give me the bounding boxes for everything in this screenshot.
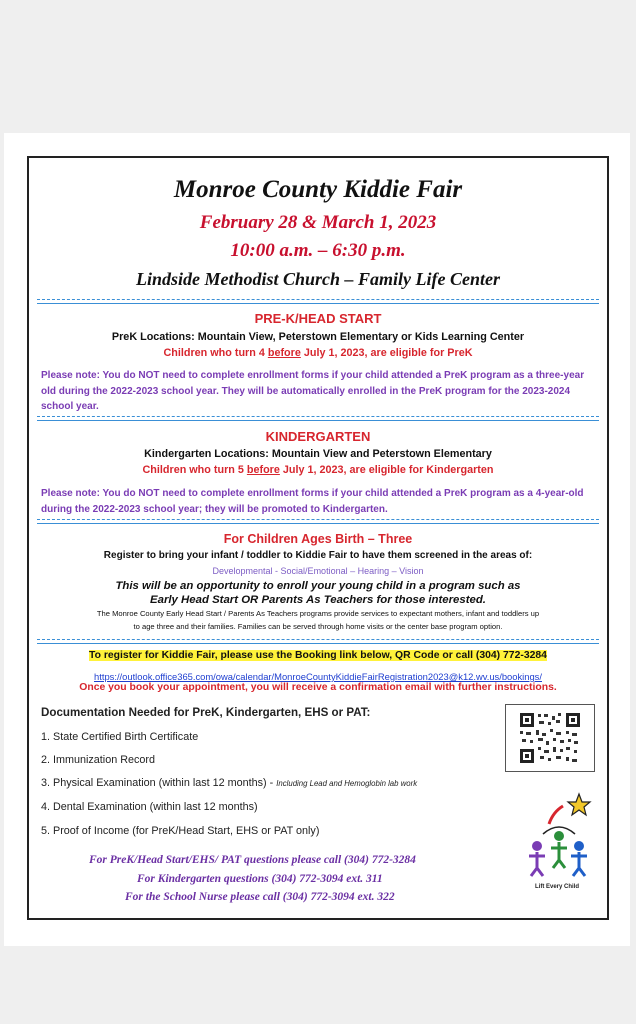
lift-every-child-logo: [513, 784, 593, 898]
contact-line: For PreK/Head Start/EHS/ PAT questions please call (304) 772-3284: [89, 854, 416, 866]
kindergarten-locations: Kindergarten Locations: Mountain View and Peterstown Elementary: [144, 448, 492, 460]
flyer-frame: [27, 156, 609, 920]
doc-item: 4. Dental Examination (within last 12 months): [41, 801, 258, 813]
divider: [37, 639, 599, 644]
birth-register-text: Register to bring your infant / toddler to Kiddie Fair to have them screened in the areas of:: [103, 550, 533, 561]
opportunity-line-2: Early Head Start OR Parents As Teachers for those interested.: [150, 594, 486, 606]
confirmation-note: Once you book your appointment, you will receive a confirmation email with further instructions.: [79, 682, 557, 693]
ehs-description-1: The Monroe County Early Head Start / Parents As Teachers programs provide services to expectant mothers, infant and toddlers up: [96, 609, 540, 618]
divider: [37, 519, 599, 524]
flyer-title: Monroe County Kiddie Fair: [173, 176, 463, 203]
kindergarten-heading: KINDERGARTEN: [265, 429, 371, 444]
register-instructions: To register for Kiddie Fair, please use the Booking link below, QR Code or call (304) 772-3284: [89, 650, 547, 661]
contact-line: For Kindergarten questions (304) 772-3094 ext. 311: [137, 873, 383, 885]
prek-eligibility: Children who turn 4 before July 1, 2023, are eligible for PreK: [163, 347, 473, 359]
prek-note: Please note: You do NOT need to complete enrollment forms if your child attended a PreK program as a three-year old during the 2022-2023 school year. They will be automatically enrolled in the PreK program for the 2023-2024 school year.: [41, 370, 585, 412]
logo-caption: Lift Every Child: [535, 884, 580, 890]
birth-three-heading: For Children Ages Birth – Three: [223, 532, 413, 546]
documentation-heading: Documentation Needed for PreK, Kindergarten, EHS or PAT:: [41, 706, 371, 719]
event-time: 10:00 a.m. – 6:30 p.m.: [230, 240, 406, 261]
screening-areas: Developmental - Social/Emotional – Hearing – Vision: [212, 566, 424, 576]
qr-code-icon: [506, 705, 594, 771]
divider: [37, 299, 599, 304]
divider: [37, 416, 599, 421]
doc-item: 2. Immunization Record: [41, 754, 156, 766]
booking-link[interactable]: https://outlook.office365.com/owa/calendar/MonroeCountyKiddieFairRegistration2023@k12.wv.us/bookings/: [94, 671, 542, 682]
opportunity-line-1: This will be an opportunity to enroll your young child in a program such as: [115, 580, 521, 592]
prek-heading: PRE-K/HEAD START: [254, 311, 382, 326]
doc-item: 1. State Certified Birth Certificate: [41, 731, 199, 743]
prek-locations: PreK Locations: Mountain View, Peterstown Elementary or Kids Learning Center: [111, 331, 525, 343]
contact-line: For the School Nurse please call (304) 772-3094 ext. 322: [125, 891, 395, 903]
ehs-description-2: to age three and their families. Families can be served through home visits or the center base program option.: [133, 622, 503, 631]
qr-code-icon[interactable]: [505, 704, 595, 772]
kindergarten-note: Please note: You do NOT need to complete enrollment forms if your child attended a PreK program as a 4-year-old during the 2022-2023 school year; they will be promoted to Kindergarten.: [41, 488, 584, 515]
event-venue: Lindside Methodist Church – Family Life Center: [135, 269, 501, 289]
event-dates: February 28 & March 1, 2023: [199, 212, 437, 233]
kindergarten-eligibility: Children who turn 5 before July 1, 2023, are eligible for Kindergarten: [142, 464, 494, 476]
doc-item: 5. Proof of Income (for PreK/Head Start, EHS or PAT only): [41, 825, 320, 837]
doc-item: 3. Physical Examination (within last 12 months) - Including Lead and Hemoglobin lab work: [41, 777, 418, 789]
children-star-logo-icon: [513, 784, 593, 898]
